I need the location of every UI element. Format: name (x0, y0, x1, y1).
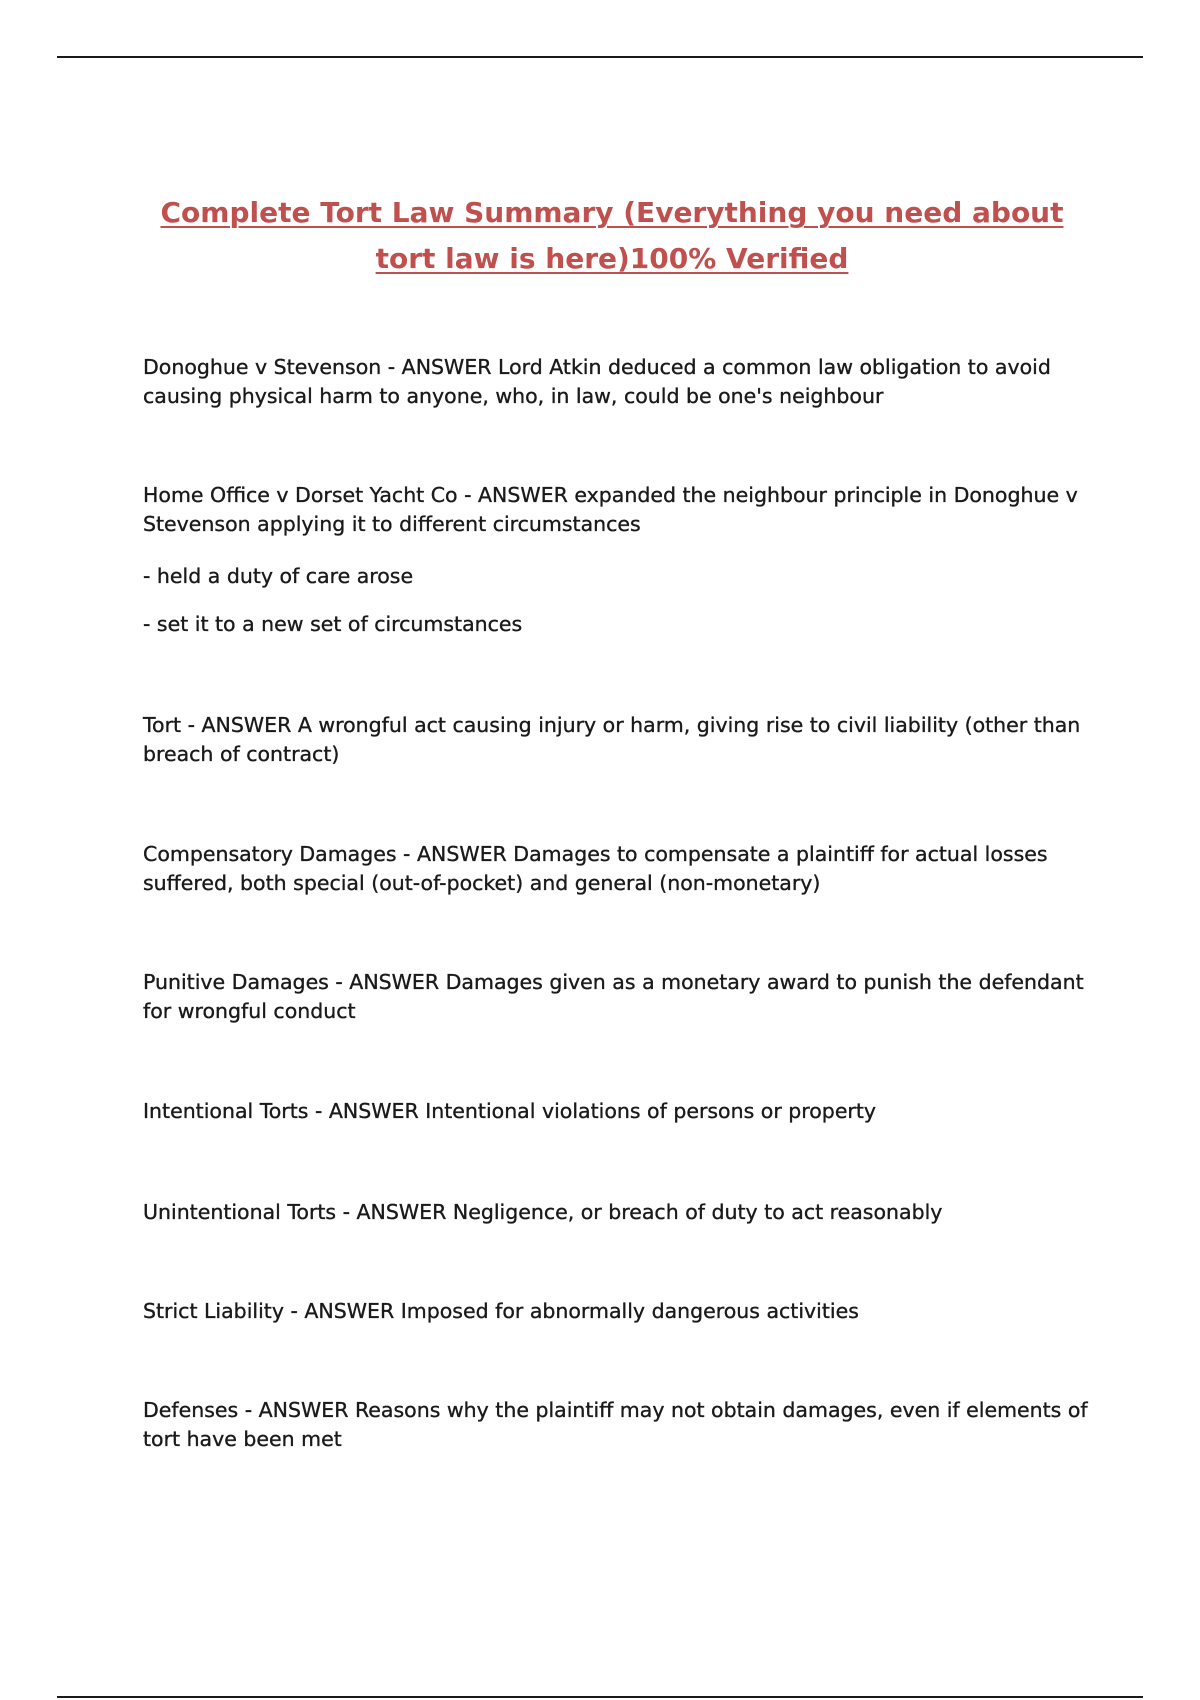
entry-punitive-damages: Punitive Damages - ANSWER Damages given as a monetary award to punish the defendant for wrongful conduct (143, 970, 1084, 1023)
entry-compensatory-damages: Compensatory Damages - ANSWER Damages to compensate a plaintiff for actual losses suffered, both special (out-of-pocket) and general (non-monetary) (143, 842, 1048, 895)
header-rule (57, 56, 1143, 58)
entry-intentional-torts: Intentional Torts - ANSWER Intentional violations of persons or property (143, 1099, 877, 1123)
entry-donoghue-v-stevenson: Donoghue v Stevenson - ANSWER Lord Atkin deduced a common law obligation to avoid causing physical harm to anyone, who, in law, could be one's neighbour (143, 355, 1051, 408)
bullet-new-circumstances: - set it to a new set of circumstances (143, 612, 523, 636)
entry-home-office-v-dorset-yacht: Home Office v Dorset Yacht Co - ANSWER expanded the neighbour principle in Donoghue v Stevenson applying it to different circumstances (143, 483, 1078, 536)
document-title: Complete Tort Law Summary (Everything you need about tort law is here)100% Verified (160, 196, 1064, 275)
footer-rule (57, 1696, 1143, 1698)
bullet-duty-of-care: - held a duty of care arose (143, 564, 414, 588)
entry-tort: Tort - ANSWER A wrongful act causing injury or harm, giving rise to civil liability (other than breach of contract) (143, 713, 1081, 766)
entry-defenses: Defenses - ANSWER Reasons why the plaintiff may not obtain damages, even if elements of tort have been met (143, 1398, 1088, 1451)
entry-unintentional-torts: Unintentional Torts - ANSWER Negligence, or breach of duty to act reasonably (143, 1200, 943, 1224)
entry-strict-liability: Strict Liability - ANSWER Imposed for abnormally dangerous activities (143, 1299, 859, 1323)
